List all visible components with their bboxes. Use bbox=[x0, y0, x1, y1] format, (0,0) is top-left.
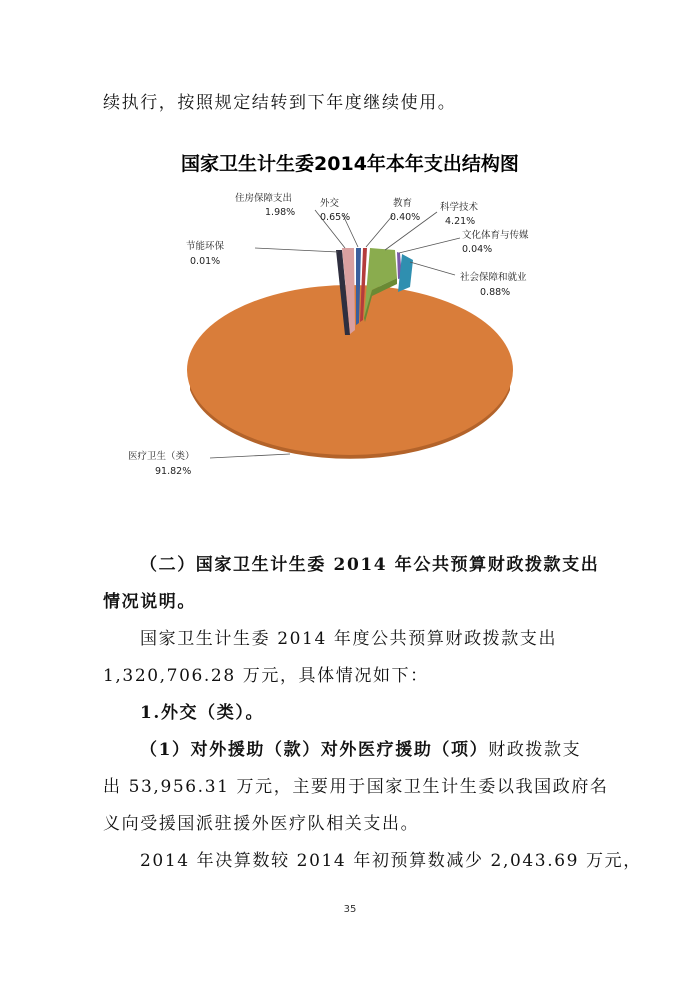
paragraph-line: 2014 年决算数较 2014 年初预算数减少 2,043.69 万元， bbox=[140, 851, 642, 871]
value-education: 0.40% bbox=[390, 212, 421, 223]
paragraph-line: 出 53,956.31 万元，主要用于国家卫生计生委以我国政府名 bbox=[103, 777, 609, 797]
sub-heading: （1）对外援助（款）对外医疗援助（项） bbox=[140, 740, 489, 760]
label-medical: 医疗卫生（类） bbox=[128, 451, 195, 462]
text-line: 续执行，按照规定结转到下年度继续使用。 bbox=[103, 93, 457, 113]
value-social: 0.88% bbox=[480, 287, 511, 298]
item-heading: 1.外交（类）。 bbox=[140, 703, 265, 723]
value-culture: 0.04% bbox=[462, 244, 493, 255]
label-housing: 住房保障支出 bbox=[235, 193, 293, 204]
value-medical: 91.82% bbox=[155, 466, 192, 477]
value-housing: 1.98% bbox=[265, 207, 296, 218]
section-heading: （二）国家卫生计生委 2014 年公共预算财政拨款支出 bbox=[140, 555, 600, 575]
label-education: 教育 bbox=[393, 198, 413, 209]
page-number: 35 bbox=[343, 904, 357, 915]
pie-chart bbox=[110, 140, 590, 485]
paragraph-line: 国家卫生计生委 2014 年度公共预算财政拨款支出 bbox=[140, 629, 558, 649]
label-science: 科学技术 bbox=[440, 202, 479, 213]
label-energy: 节能环保 bbox=[186, 241, 225, 252]
paragraph-line: 义向受援国派驻援外医疗队相关支出。 bbox=[103, 814, 420, 834]
label-diplomacy: 外交 bbox=[320, 198, 340, 209]
section-heading-cont: 情况说明。 bbox=[103, 592, 196, 612]
chart-title: 国家卫生计生委2014年本年支出结构图 bbox=[181, 153, 519, 175]
sub-text: 财政拨款支 bbox=[488, 740, 582, 760]
value-diplomacy: 0.65% bbox=[320, 212, 351, 223]
label-culture: 文化体育与传媒 bbox=[462, 230, 529, 241]
label-social: 社会保障和就业 bbox=[460, 272, 527, 283]
value-science: 4.21% bbox=[445, 216, 476, 227]
paragraph-line: 1,320,706.28 万元，具体情况如下： bbox=[103, 666, 429, 686]
paragraph-line bbox=[140, 735, 581, 760]
value-energy: 0.01% bbox=[190, 256, 221, 267]
